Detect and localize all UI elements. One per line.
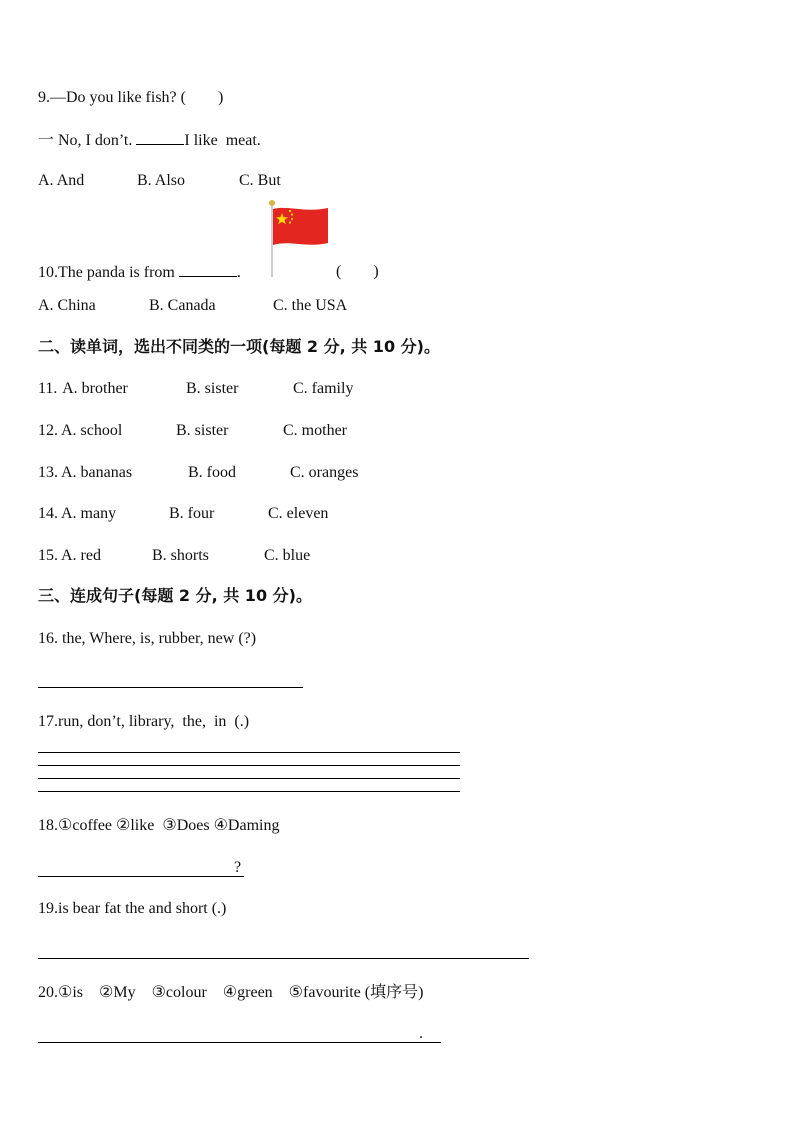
answer-prefix: 一 No, I don’t.: [38, 132, 137, 149]
question-19: 19.is bear fat the and short (.): [38, 900, 227, 917]
q10-paren: ( ): [336, 263, 379, 280]
question-9: 9.—Do you like fish? ( ): [38, 89, 224, 106]
answer-line[interactable]: [38, 778, 460, 779]
option-a: A. many: [61, 505, 117, 522]
answer-line[interactable]: [38, 958, 529, 959]
option-b: B. Canada: [149, 297, 216, 314]
flag-pole-top: [269, 200, 275, 206]
question-number: 13.: [38, 464, 58, 481]
option-b: B. four: [169, 505, 215, 522]
option-a: A. China: [38, 297, 96, 314]
question-number: 15.: [38, 547, 58, 564]
option-a: A. And: [38, 172, 85, 189]
chinese-flag-image: [266, 199, 332, 277]
option-a: A. brother: [59, 380, 128, 397]
answer-blank[interactable]: [136, 130, 184, 145]
q10-prefix: 10.The panda is from: [38, 264, 179, 281]
answer-line[interactable]: [38, 791, 460, 792]
small-star: [289, 221, 291, 223]
small-star: [291, 218, 293, 220]
option-c: C. mother: [283, 422, 347, 439]
question-16: 16. the, Where, is, rubber, new (?): [38, 630, 257, 647]
section-heading: 二、读单词，选出不同类的一项(每题 2 分, 共 10 分)。: [38, 337, 440, 356]
option-c: C. oranges: [290, 464, 359, 481]
small-star: [289, 210, 291, 212]
answer-line[interactable]: [38, 1042, 441, 1043]
question-10: [38, 262, 241, 283]
option-a: A. bananas: [61, 464, 133, 481]
option-c: C. But: [239, 172, 281, 189]
option-c: C. blue: [264, 547, 311, 564]
question-number: 11.: [38, 380, 58, 397]
option-b: B. food: [188, 464, 236, 481]
option-c: C. the USA: [273, 297, 348, 314]
section-heading: 三、连成句子(每题 2 分, 共 10 分)。: [38, 586, 312, 605]
option-b: B. sister: [186, 380, 239, 397]
question-number: 12.: [38, 422, 58, 439]
answer-line[interactable]: [38, 687, 303, 688]
answer-line[interactable]: [38, 876, 244, 877]
option-c: C. family: [293, 380, 354, 397]
answer-line[interactable]: [38, 752, 460, 753]
option-a: A. school: [61, 422, 123, 439]
period-mark: .: [419, 1025, 423, 1042]
flag-cloth: [273, 208, 328, 245]
answer-suffix: I like meat.: [184, 132, 261, 149]
option-b: B. sister: [176, 422, 229, 439]
question-mark: ?: [234, 859, 242, 876]
option-c: C. eleven: [268, 505, 329, 522]
option-b: B. Also: [137, 172, 186, 189]
option-b: B. shorts: [152, 547, 209, 564]
question-18: 18.①coffee ②like ③Does ④Daming: [38, 817, 280, 834]
answer-line[interactable]: [38, 765, 460, 766]
small-star: [291, 213, 293, 215]
option-a: A. red: [61, 547, 101, 564]
question-17: 17.run, don’t, library, the, in (.): [38, 713, 250, 730]
question-20: 20.①is ②My ③colour ④green ⑤favourite (填序号): [38, 984, 424, 1001]
question-9-answer: [38, 130, 261, 151]
question-number: 14.: [38, 505, 58, 522]
q10-blank[interactable]: [179, 262, 237, 277]
q10-suffix: .: [236, 264, 241, 281]
